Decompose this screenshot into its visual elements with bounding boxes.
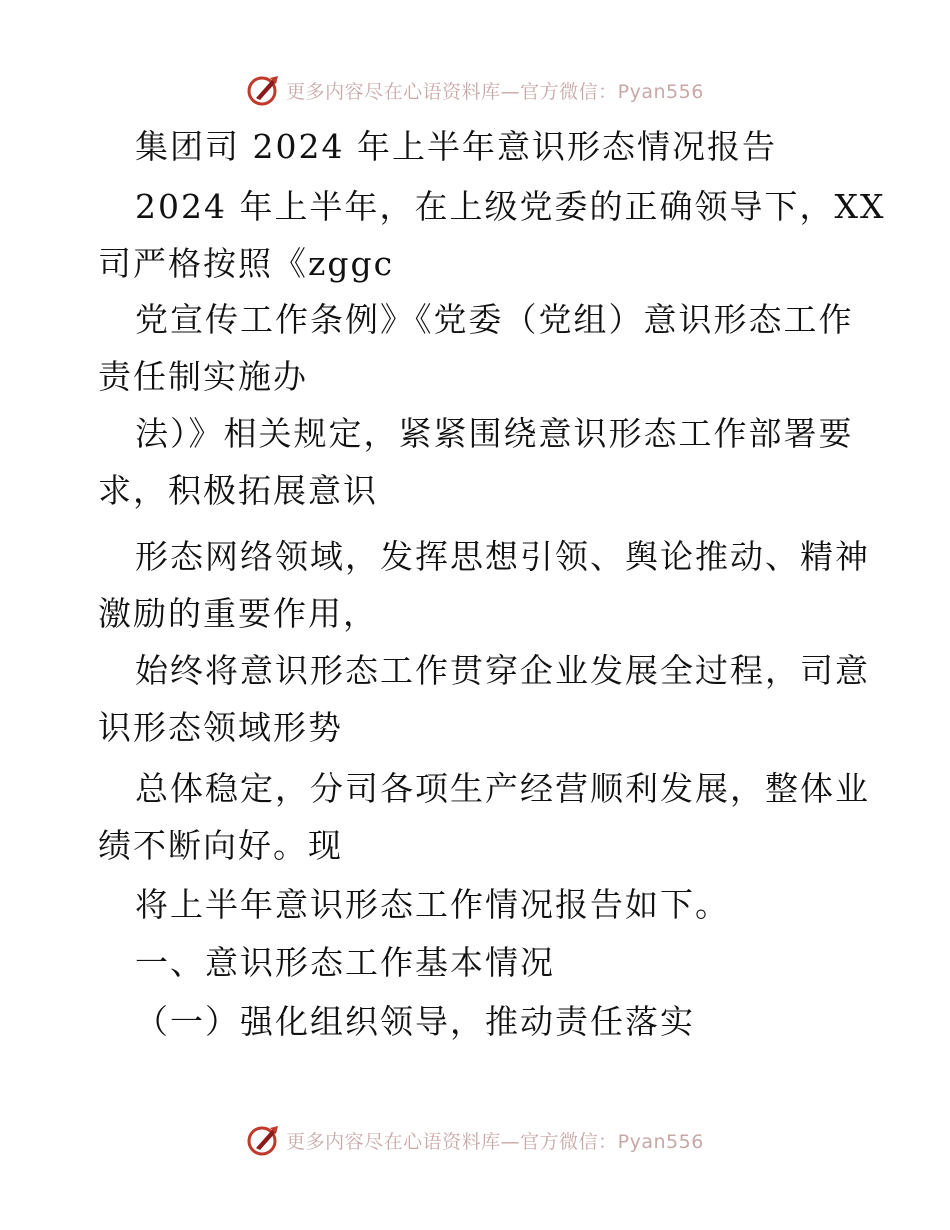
watermark-text: 更多内容尽在心语资料库—官方微信：Pyan556 <box>286 1130 704 1153</box>
quill-logo-icon <box>246 72 282 108</box>
footer-watermark <box>0 1120 950 1160</box>
paragraph-line: 始终将意识形态工作贯穿企业发展全过程，司意 <box>135 651 870 690</box>
paragraph-line: 总体稳定，分司各项生产经营顺利发展，整体业 <box>135 769 870 808</box>
section-heading: 一、意识形态工作基本情况 <box>135 943 555 982</box>
watermark-text: 更多内容尽在心语资料库—官方微信：Pyan556 <box>286 80 704 103</box>
subsection-heading: （一）强化组织领导，推动责任落实 <box>135 1002 695 1041</box>
paragraph-line: 求，积极拓展意识 <box>98 471 378 510</box>
paragraph-line: 法）》相关规定，紧紧围绕意识形态工作部署要 <box>135 414 854 453</box>
paragraph-line: 将上半年意识形态工作情况报告如下。 <box>135 885 730 924</box>
header-watermark <box>0 70 950 110</box>
paragraph-line: 司严格按照《zggc <box>98 244 395 283</box>
paragraph-line: 形态网络领域，发挥思想引领、舆论推动、精神 <box>135 537 870 576</box>
paragraph-line: 责任制实施办 <box>98 357 308 396</box>
paragraph-line: 绩不断向好。现 <box>98 826 343 865</box>
paragraph-line: 激励的重要作用， <box>98 594 378 633</box>
document-title: 集团司 2024 年上半年意识形态情况报告 <box>135 127 777 166</box>
paragraph-line: 识形态领域形势 <box>98 708 343 747</box>
paragraph-line: 2024 年上半年，在上级党委的正确领导下，XX <box>135 187 886 226</box>
paragraph-line: 党宣传工作条例》《党委（党组）意识形态工作 <box>135 300 854 339</box>
quill-logo-icon <box>246 1122 282 1158</box>
